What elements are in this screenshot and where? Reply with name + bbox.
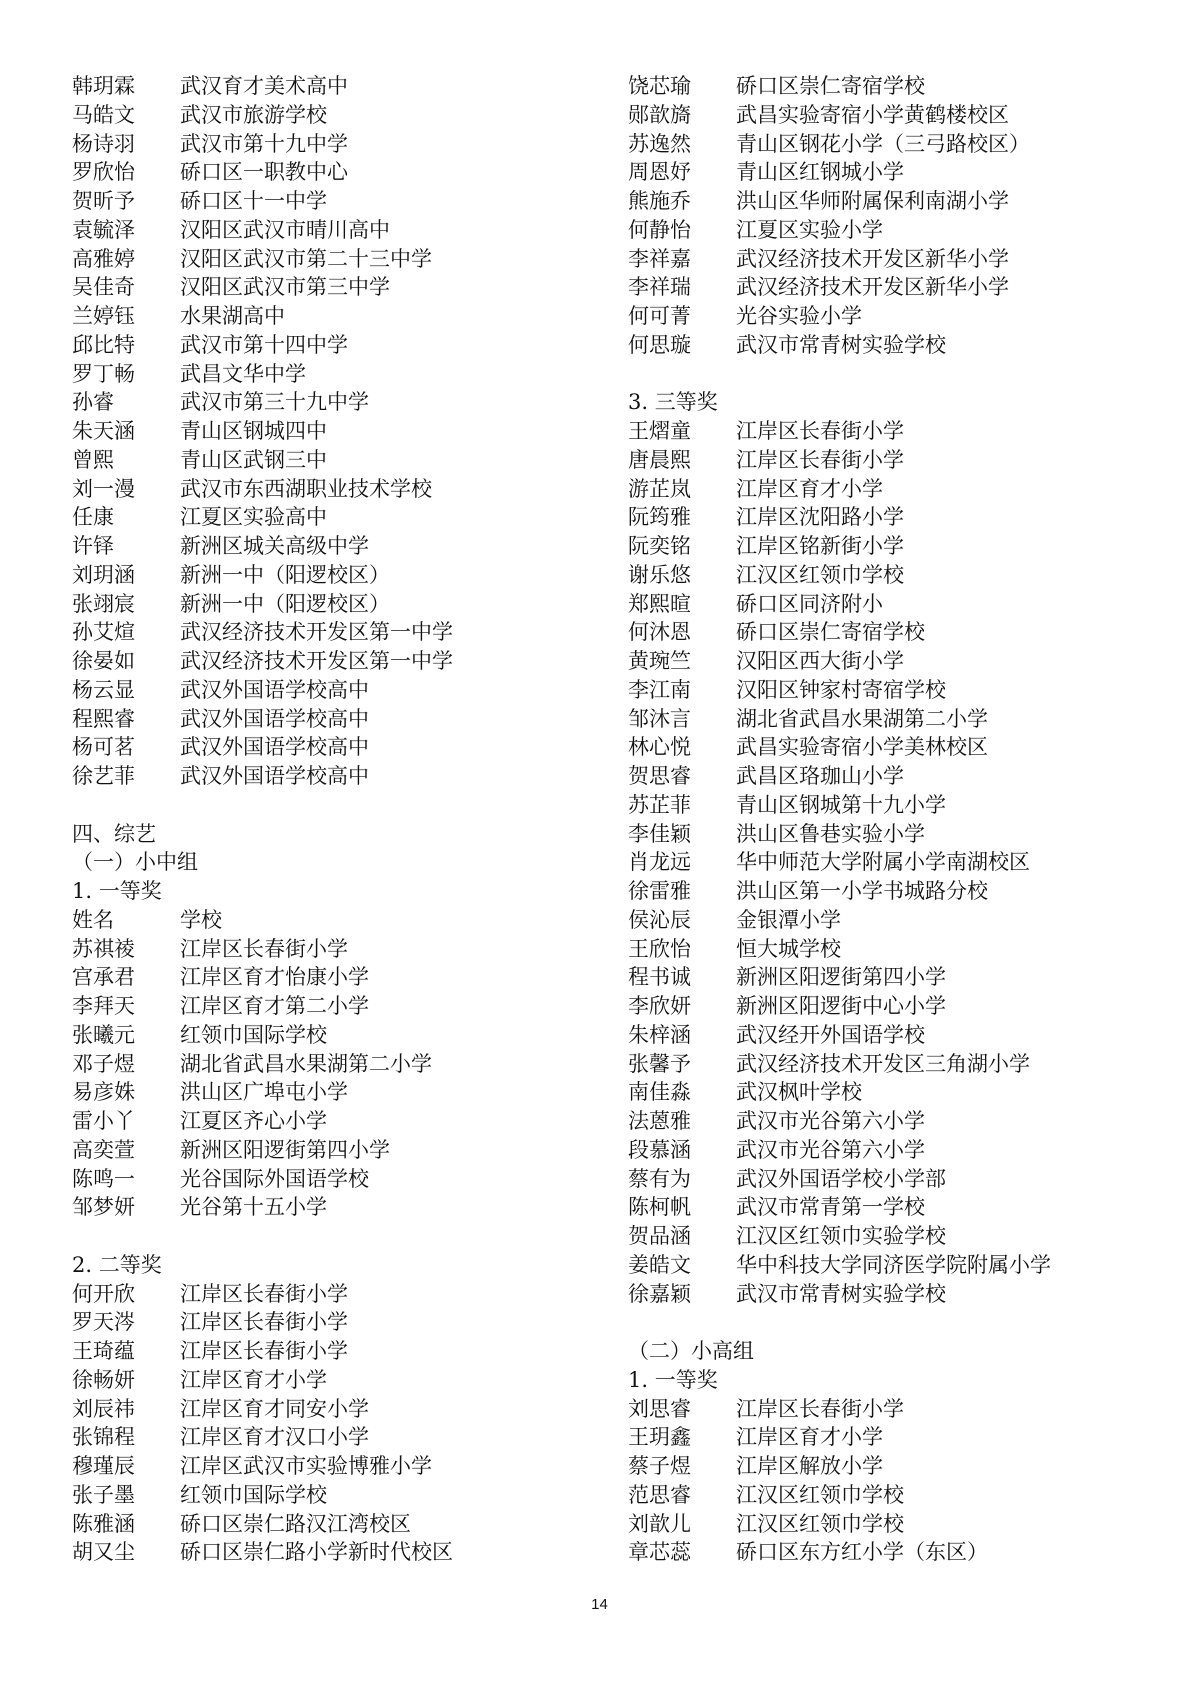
student-name: 何静怡 (628, 217, 691, 242)
student-name: 宫承君 (72, 965, 135, 990)
school-name: 江岸区育才小学 (180, 1367, 327, 1392)
section-heading: （一）小中组 (72, 850, 198, 875)
student-name: 罗丁畅 (72, 361, 135, 386)
school-name: 江岸区长春街小学 (736, 447, 904, 472)
page-number: 14 (591, 1596, 608, 1613)
student-name: 兰婷钰 (72, 304, 135, 328)
school-name: 江岸区长春街小学 (736, 419, 904, 443)
school-name: 武汉市第三十九中学 (180, 390, 369, 415)
student-name: 蔡子煜 (628, 1454, 691, 1478)
student-name: 张馨予 (628, 1051, 691, 1076)
school-name: 汉阳区西大街小学 (736, 649, 904, 673)
award-entry-row (628, 877, 1168, 906)
student-name: 陈鸣一 (72, 1166, 135, 1191)
award-entry-row (628, 1510, 1168, 1539)
school-name: 青山区武钢三中 (180, 447, 327, 472)
school-name: 新洲一中（阳逻校区） (180, 562, 390, 587)
student-name: 徐晏如 (72, 649, 135, 673)
student-name: 姓名 (72, 907, 114, 932)
school-name: 江夏区实验小学 (736, 217, 883, 242)
school-name: 武汉市光谷第六小学 (736, 1109, 925, 1133)
student-name: 苏逸然 (628, 131, 691, 156)
award-entry-row (72, 130, 572, 159)
award-entry-row (628, 791, 1168, 820)
school-name: 青山区钢城第十九小学 (736, 792, 946, 817)
student-name: 何沐恩 (628, 620, 691, 645)
award-entry-row (628, 1452, 1168, 1481)
school-name: 武汉经济技术开发区新华小学 (736, 275, 1009, 300)
award-entry-row (72, 503, 572, 532)
school-name: 硚口区东方红小学（东区） (736, 1540, 988, 1565)
section-heading: 1. 一等奖 (72, 879, 162, 903)
award-entry-row (72, 216, 572, 245)
student-name: 马皓文 (72, 102, 135, 127)
school-name: 武汉经济技术开发区第一中学 (180, 649, 453, 673)
school-name: 光谷实验小学 (736, 304, 862, 328)
school-name: 洪山区华师附属保利南湖小学 (736, 189, 1009, 213)
student-name: 徐畅妍 (72, 1367, 135, 1392)
student-name: 邹梦妍 (72, 1195, 135, 1220)
section-heading: （二）小高组 (628, 1339, 754, 1363)
student-name: 贺品涵 (628, 1224, 691, 1248)
section-spacer (628, 360, 1168, 389)
student-name: 肖龙远 (628, 850, 691, 875)
award-entry-row (72, 532, 572, 561)
student-name: 朱天涵 (72, 419, 135, 443)
section-heading: 1. 一等奖 (628, 1367, 718, 1392)
school-name: 红领巾国际学校 (180, 1022, 327, 1047)
school-name: 武汉经开外国语学校 (736, 1022, 925, 1047)
student-name: 何开欣 (72, 1281, 135, 1306)
student-name: 孙艾煊 (72, 620, 135, 645)
student-name: 杨云显 (72, 677, 135, 702)
school-name: 学校 (180, 907, 222, 932)
school-name: 武汉外国语学校高中 (180, 764, 369, 788)
school-name: 江汉区红领巾学校 (736, 562, 904, 587)
award-entry-row (628, 1395, 1168, 1424)
award-entry-row (72, 331, 572, 360)
school-name: 湖北省武昌水果湖第二小学 (180, 1051, 432, 1076)
student-name: 高雅婷 (72, 246, 135, 271)
student-name: 杨诗羽 (72, 131, 135, 156)
award-entry-row (72, 1021, 572, 1050)
school-name: 江岸区武汉市实验博雅小学 (180, 1454, 432, 1478)
student-name: 李拜天 (72, 994, 135, 1018)
school-name: 武汉市第十四中学 (180, 332, 348, 357)
award-entry-row (72, 906, 572, 935)
award-entry-row (628, 1423, 1168, 1452)
school-name: 武汉经济技术开发区三角湖小学 (736, 1051, 1030, 1076)
award-entry-row (628, 245, 1168, 274)
award-entry-row (72, 1107, 572, 1136)
school-name: 青山区钢城四中 (180, 419, 327, 443)
award-entry-row (72, 1280, 572, 1309)
section-heading: 2. 二等奖 (72, 1252, 162, 1277)
school-name: 硚口区崇仁路汉江湾校区 (180, 1511, 411, 1536)
award-entry-row (628, 1021, 1168, 1050)
student-name: 任康 (72, 505, 114, 530)
school-name: 洪山区鲁巷实验小学 (736, 821, 925, 846)
award-entry-row (628, 906, 1168, 935)
student-name: 胡又尘 (72, 1540, 135, 1565)
school-name: 江岸区沈阳路小学 (736, 505, 904, 530)
award-entry-row (628, 1193, 1168, 1222)
school-name: 武汉市第十九中学 (180, 131, 348, 156)
award-entry-row (72, 705, 572, 734)
student-name: 易彦姝 (72, 1080, 135, 1105)
school-name: 江岸区育才汉口小学 (180, 1425, 369, 1450)
award-entry-row (628, 676, 1168, 705)
award-entry-row (72, 1050, 572, 1079)
school-name: 武汉外国语学校高中 (180, 706, 369, 731)
student-name: 林心悦 (628, 735, 691, 760)
school-name: 江岸区解放小学 (736, 1454, 883, 1478)
student-name: 高奕萱 (72, 1137, 135, 1162)
school-name: 新洲区城关高级中学 (180, 534, 369, 558)
award-entry-row (628, 647, 1168, 676)
award-entry-row (72, 1366, 572, 1395)
school-name: 汉阳区钟家村寄宿学校 (736, 677, 946, 702)
school-name: 湖北省武昌水果湖第二小学 (736, 706, 988, 731)
school-name: 江夏区实验高中 (180, 505, 327, 530)
school-name: 青山区钢花小学（三弓路校区） (736, 131, 1030, 156)
student-name: 王玥鑫 (628, 1425, 691, 1450)
school-name: 江岸区育才怡康小学 (180, 965, 369, 990)
student-name: 李佳颖 (628, 821, 691, 846)
award-entry-row (72, 1165, 572, 1194)
student-name: 熊施乔 (628, 189, 691, 213)
school-name: 汉阳区武汉市第三中学 (180, 275, 390, 300)
school-name: 水果湖高中 (180, 304, 285, 328)
award-entry-row (72, 245, 572, 274)
student-name: 刘歆儿 (628, 1511, 691, 1536)
school-name: 武汉外国语学校小学部 (736, 1166, 946, 1191)
award-entry-row (72, 647, 572, 676)
student-name: 程书诚 (628, 965, 691, 990)
student-name: 韩玥霖 (72, 74, 135, 98)
award-entry-row (72, 1452, 572, 1481)
award-entry-row (628, 992, 1168, 1021)
student-name: 王熠童 (628, 419, 691, 443)
section-spacer (72, 791, 572, 820)
school-name: 新洲区阳逻街中心小学 (736, 994, 946, 1018)
school-name: 硚口区同济附小 (736, 591, 883, 616)
school-name: 武汉外国语学校高中 (180, 677, 369, 702)
school-name: 武汉市东西湖职业技术学校 (180, 476, 432, 501)
school-name: 洪山区广埠屯小学 (180, 1080, 348, 1105)
student-name: 邱比特 (72, 332, 135, 357)
student-name: 周恩妤 (628, 160, 691, 185)
student-name: 阮奕铭 (628, 534, 691, 558)
award-entry-row (72, 676, 572, 705)
award-entry-row (72, 273, 572, 302)
student-name: 李江南 (628, 677, 691, 702)
school-name: 武昌实验寄宿小学黄鹤楼校区 (736, 102, 1009, 127)
student-name: 刘辰祎 (72, 1396, 135, 1421)
student-name: 刘思睿 (628, 1396, 691, 1421)
award-entry-row (628, 1251, 1168, 1280)
award-entry-row (628, 1136, 1168, 1165)
student-name: 罗欣怡 (72, 160, 135, 185)
award-entry-row (72, 762, 572, 791)
award-entry-row (72, 475, 572, 504)
student-name: 章芯蕊 (628, 1540, 691, 1565)
student-name: 段慕涵 (628, 1137, 691, 1162)
school-name: 武汉市旅游学校 (180, 102, 327, 127)
award-entry-row (628, 417, 1168, 446)
award-entry-row (72, 417, 572, 446)
student-name: 罗天涔 (72, 1310, 135, 1335)
student-name: 雷小丫 (72, 1109, 135, 1133)
award-entry-row (72, 733, 572, 762)
award-entry-row (628, 1222, 1168, 1251)
student-name: 穆瑾辰 (72, 1454, 135, 1478)
award-entry-row (628, 1050, 1168, 1079)
school-name: 硚口区一职教中心 (180, 160, 348, 185)
award-entry-row (628, 446, 1168, 475)
student-name: 谢乐悠 (628, 562, 691, 587)
student-name: 阮筠雅 (628, 505, 691, 530)
award-entry-row (628, 618, 1168, 647)
student-name: 刘一漫 (72, 476, 135, 501)
award-entry-row (628, 1280, 1168, 1309)
student-name: 陈柯帆 (628, 1195, 691, 1220)
award-entry-row (72, 101, 572, 130)
school-name: 江汉区红领巾实验学校 (736, 1224, 946, 1248)
left-column (72, 72, 572, 1567)
school-name: 新洲区阳逻街第四小学 (180, 1137, 390, 1162)
award-entry-row (72, 1078, 572, 1107)
award-entry-row (72, 618, 572, 647)
student-name: 黄琬竺 (628, 649, 691, 673)
award-entry-row (72, 1510, 572, 1539)
school-name: 硚口区崇仁寄宿学校 (736, 620, 925, 645)
award-entry-row (72, 561, 572, 590)
student-name: 张曦元 (72, 1022, 135, 1047)
award-entry-row (628, 216, 1168, 245)
right-column (628, 72, 1168, 1567)
school-name: 武汉外国语学校高中 (180, 735, 369, 760)
award-entry-row (72, 72, 572, 101)
student-name: 许铎 (72, 534, 114, 558)
student-name: 张翊宸 (72, 591, 135, 616)
award-entry-row (72, 1136, 572, 1165)
award-entry-row (628, 820, 1168, 849)
student-name: 范思睿 (628, 1482, 691, 1507)
student-name: 刘玥涵 (72, 562, 135, 587)
student-name: 吴佳奇 (72, 275, 135, 300)
student-name: 郑熙暄 (628, 591, 691, 616)
award-entry-row (628, 705, 1168, 734)
award-entry-row (628, 101, 1168, 130)
student-name: 唐晨熙 (628, 447, 691, 472)
award-entry-row (72, 963, 572, 992)
student-name: 何思璇 (628, 332, 691, 357)
school-name: 武汉市常青树实验学校 (736, 332, 946, 357)
award-entry-row (628, 1481, 1168, 1510)
student-name: 蔡有为 (628, 1166, 691, 1191)
school-name: 武汉市常青树实验学校 (736, 1281, 946, 1306)
award-entry-row (628, 935, 1168, 964)
section-spacer (72, 1222, 572, 1251)
award-entry-row (628, 1165, 1168, 1194)
school-name: 红领巾国际学校 (180, 1482, 327, 1507)
award-entry-row (72, 935, 572, 964)
student-name: 张子墨 (72, 1482, 135, 1507)
student-name: 何可菁 (628, 304, 691, 328)
student-name: 侯沁辰 (628, 907, 691, 932)
school-name: 江岸区育才同安小学 (180, 1396, 369, 1421)
award-entry-row (628, 331, 1168, 360)
student-name: 朱梓涵 (628, 1022, 691, 1047)
school-name: 武汉育才美术高中 (180, 74, 348, 98)
award-entry-row (628, 475, 1168, 504)
award-entry-row (72, 1481, 572, 1510)
school-name: 江夏区齐心小学 (180, 1109, 327, 1133)
student-name: 南佳淼 (628, 1080, 691, 1105)
student-name: 李祥瑞 (628, 275, 691, 300)
school-name: 武昌实验寄宿小学美林校区 (736, 735, 988, 760)
school-name: 光谷第十五小学 (180, 1195, 327, 1220)
student-name: 杨可茗 (72, 735, 135, 760)
student-name: 程熙睿 (72, 706, 135, 731)
award-entry-row (628, 187, 1168, 216)
student-name: 徐雷雅 (628, 879, 691, 903)
school-name: 江岸区长春街小学 (180, 936, 348, 961)
award-entry-row (72, 302, 572, 331)
award-entry-row (628, 848, 1168, 877)
section-heading: 3. 三等奖 (628, 390, 718, 415)
student-name: 李欣妍 (628, 994, 691, 1018)
award-entry-row (628, 72, 1168, 101)
award-entry-row (628, 532, 1168, 561)
student-name: 孙睿 (72, 390, 114, 415)
school-name: 汉阳区武汉市第二十三中学 (180, 246, 432, 271)
school-name: 洪山区第一小学书城路分校 (736, 879, 988, 903)
award-entry-row (72, 1395, 572, 1424)
school-name: 江岸区铭新街小学 (736, 534, 904, 558)
school-name: 新洲一中（阳逻校区） (180, 591, 390, 616)
school-name: 金银潭小学 (736, 907, 841, 932)
award-entry-row (72, 388, 572, 417)
school-name: 恒大城学校 (736, 936, 841, 961)
award-entry-row (72, 1308, 572, 1337)
school-name: 江汉区红领巾学校 (736, 1511, 904, 1536)
school-name: 江岸区育才小学 (736, 1425, 883, 1450)
award-entry-row (72, 1337, 572, 1366)
school-name: 江岸区长春街小学 (180, 1310, 348, 1335)
school-name: 硚口区崇仁寄宿学校 (736, 74, 925, 98)
award-entry-row (628, 302, 1168, 331)
award-entry-row (628, 561, 1168, 590)
award-entry-row (628, 733, 1168, 762)
school-name: 华中师范大学附属小学南湖校区 (736, 850, 1030, 875)
school-name: 硚口区崇仁路小学新时代校区 (180, 1540, 453, 1565)
award-entry-row (628, 130, 1168, 159)
student-name: 饶芯瑜 (628, 74, 691, 98)
school-name: 华中科技大学同济医学院附属小学 (736, 1252, 1051, 1277)
award-entry-row (628, 273, 1168, 302)
award-entry-row (72, 1538, 572, 1567)
student-name: 邓子煜 (72, 1051, 135, 1076)
school-name: 武汉枫叶学校 (736, 1080, 862, 1105)
student-name: 徐艺菲 (72, 764, 135, 788)
school-name: 硚口区十一中学 (180, 189, 327, 213)
student-name: 王琦蕴 (72, 1339, 135, 1363)
award-entry-row (628, 590, 1168, 619)
student-name: 姜皓文 (628, 1252, 691, 1277)
award-entry-row (628, 158, 1168, 187)
school-name: 武昌文华中学 (180, 361, 306, 386)
school-name: 新洲区阳逻街第四小学 (736, 965, 946, 990)
school-name: 武昌区珞珈山小学 (736, 764, 904, 788)
student-name: 法蒽雅 (628, 1109, 691, 1133)
student-name: 袁毓泽 (72, 217, 135, 242)
school-name: 光谷国际外国语学校 (180, 1166, 369, 1191)
award-entry-row (72, 187, 572, 216)
student-name: 郧歆旖 (628, 102, 691, 127)
student-name: 陈雅涵 (72, 1511, 135, 1536)
school-name: 武汉市常青第一学校 (736, 1195, 925, 1220)
student-name: 张锦程 (72, 1425, 135, 1450)
award-entry-row (72, 1193, 572, 1222)
section-heading: 四、综艺 (72, 821, 156, 846)
award-entry-row (72, 1423, 572, 1452)
school-name: 江岸区长春街小学 (736, 1396, 904, 1421)
school-name: 江汉区红领巾学校 (736, 1482, 904, 1507)
award-entry-row (628, 1107, 1168, 1136)
award-entry-row (72, 360, 572, 389)
section-spacer (628, 1308, 1168, 1337)
award-entry-row (72, 158, 572, 187)
school-name: 汉阳区武汉市晴川高中 (180, 217, 390, 242)
student-name: 王欣怡 (628, 936, 691, 961)
school-name: 武汉经济技术开发区新华小学 (736, 246, 1009, 271)
student-name: 贺思睿 (628, 764, 691, 788)
award-entry-row (72, 446, 572, 475)
school-name: 江岸区育才第二小学 (180, 994, 369, 1018)
award-entry-row (628, 1538, 1168, 1567)
student-name: 游芷岚 (628, 476, 691, 501)
student-name: 徐嘉颖 (628, 1281, 691, 1306)
award-entry-row (628, 1078, 1168, 1107)
student-name: 贺昕予 (72, 189, 135, 213)
school-name: 武汉经济技术开发区第一中学 (180, 620, 453, 645)
school-name: 青山区红钢城小学 (736, 160, 904, 185)
student-name: 苏芷菲 (628, 792, 691, 817)
award-entry-row (72, 590, 572, 619)
award-entry-row (72, 992, 572, 1021)
student-name: 李祥嘉 (628, 246, 691, 271)
award-entry-row (628, 963, 1168, 992)
school-name: 武汉市光谷第六小学 (736, 1137, 925, 1162)
student-name: 邹沐言 (628, 706, 691, 731)
school-name: 江岸区育才小学 (736, 476, 883, 501)
school-name: 江岸区长春街小学 (180, 1281, 348, 1306)
award-entry-row (628, 762, 1168, 791)
student-name: 苏祺祾 (72, 936, 135, 961)
award-entry-row (628, 503, 1168, 532)
school-name: 江岸区长春街小学 (180, 1339, 348, 1363)
student-name: 曾熙 (72, 447, 114, 472)
